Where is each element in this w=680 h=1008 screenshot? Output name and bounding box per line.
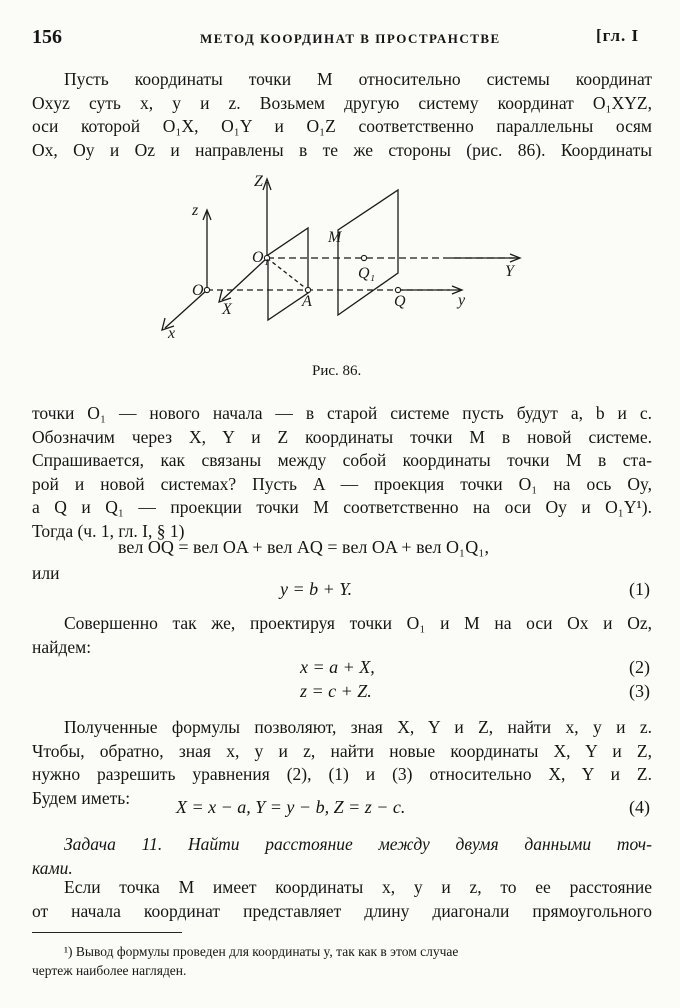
label-X: X <box>222 301 232 318</box>
text-line: от начала координат представляет длину диагонали прямоугольного <box>32 900 652 921</box>
word-or: или <box>32 563 60 583</box>
text-line: Oxyz суть x, y и z. Возьмем другую систему координат O₁XYZ, <box>32 92 652 113</box>
figure-86 <box>150 170 550 355</box>
equation-2: x = a + X, <box>300 657 375 677</box>
running-title: МЕТОД КООРДИНАТ В ПРОСТРАНСТВЕ <box>200 31 501 46</box>
label-x: x <box>168 325 176 342</box>
text-line: оси которой O₁X, O₁Y и O₁Z соответственно параллельны осям <box>32 116 652 136</box>
text-line: Чтобы, обратно, зная x, y и z, найти новые координаты X, Y и Z, <box>32 740 652 761</box>
text-line: ками. <box>32 857 73 878</box>
equation-2-number: (2) <box>629 657 650 677</box>
text-line: Будем иметь: <box>32 787 131 808</box>
chapter-marker: [гл. I <box>596 26 640 45</box>
text-line: Совершенно так же, проектируя точки O₁ и M на оси Ox и Oz, <box>64 613 652 633</box>
label-Y: Y <box>505 263 514 280</box>
equation-4-number: (4) <box>629 797 650 817</box>
text-line: точки O₁ — нового начала — в старой системе пусть будут a, b и c. <box>32 403 652 423</box>
footnote-rule <box>32 932 182 933</box>
text-line: Задача 11. Найти расстояние между двумя данными точ- <box>64 834 652 854</box>
label-M: M <box>328 229 342 246</box>
text-line: найдем: <box>32 636 92 657</box>
paragraph-similar <box>32 612 652 659</box>
label-O1: O₁ <box>252 249 270 266</box>
problem-statement <box>32 833 652 880</box>
label-Q1: Q₁ <box>358 265 376 282</box>
paragraph-inverse <box>32 716 652 810</box>
equation-1-number: (1) <box>629 579 650 599</box>
figure-caption: Рис. 86. <box>312 363 362 379</box>
label-Q: Q <box>394 293 406 310</box>
equation-3: z = c + Z. <box>300 681 372 701</box>
label-O: O <box>192 282 204 299</box>
equation-3-number: (3) <box>629 681 650 701</box>
footnote <box>32 942 656 980</box>
formula-vector: вел OQ = вел OA + вел AQ = вел OA + вел O₁Q₁, <box>118 537 489 557</box>
footnote-line: ¹) Вывод формулы проведен для координаты y, так как в этом случае <box>64 944 459 959</box>
equation-1: y = b + Y. <box>280 579 353 599</box>
label-z: z <box>192 202 199 219</box>
paragraph-distance <box>32 876 652 923</box>
label-y: y <box>458 292 466 309</box>
point-Q <box>395 287 400 292</box>
paragraph-projection <box>32 402 652 543</box>
text-line: Если точка M имеет координаты x, y и z, то ее расстояние <box>64 877 652 897</box>
text-line: Тогда (ч. 1, гл. I, § 1) <box>32 520 185 541</box>
point-A <box>305 287 310 292</box>
text-line: Обозначим через X, Y и Z координаты точки M в новой системе. <box>32 426 652 447</box>
label-A: A <box>302 293 312 310</box>
text-line: a Q и Q₁ — проекции точки M соответственно на оси Oy и O₁Y¹). <box>32 497 652 517</box>
text-line: нужно разрешить уравнения (2), (1) и (3) относительно X, Y и Z. <box>32 764 652 784</box>
label-Z: Z <box>254 173 263 190</box>
text-line: Спрашивается, как связаны между собой координаты точки M в ста- <box>32 450 652 470</box>
equation-4: X = x − a, Y = y − b, Z = z − c. <box>176 797 406 817</box>
page-number: 156 <box>32 26 62 48</box>
text-line: Ox, Oy и Oz и направлены в те же стороны (рис. 86). Координаты <box>32 139 652 160</box>
plane-Q <box>338 190 398 315</box>
text-line: Полученные формулы позволяют, зная X, Y и Z, найти x, y и z. <box>64 717 652 737</box>
footnote-line: чертеж наиболее нагляден. <box>32 963 187 978</box>
point-Q1 <box>361 255 366 260</box>
text-line: рой и новой системах? Пусть A — проекция точки O₁ на ось Oy, <box>32 473 652 494</box>
paragraph-intro <box>32 68 652 162</box>
text-line: Пусть координаты точки M относительно системы координат <box>64 69 652 89</box>
point-O <box>204 287 209 292</box>
